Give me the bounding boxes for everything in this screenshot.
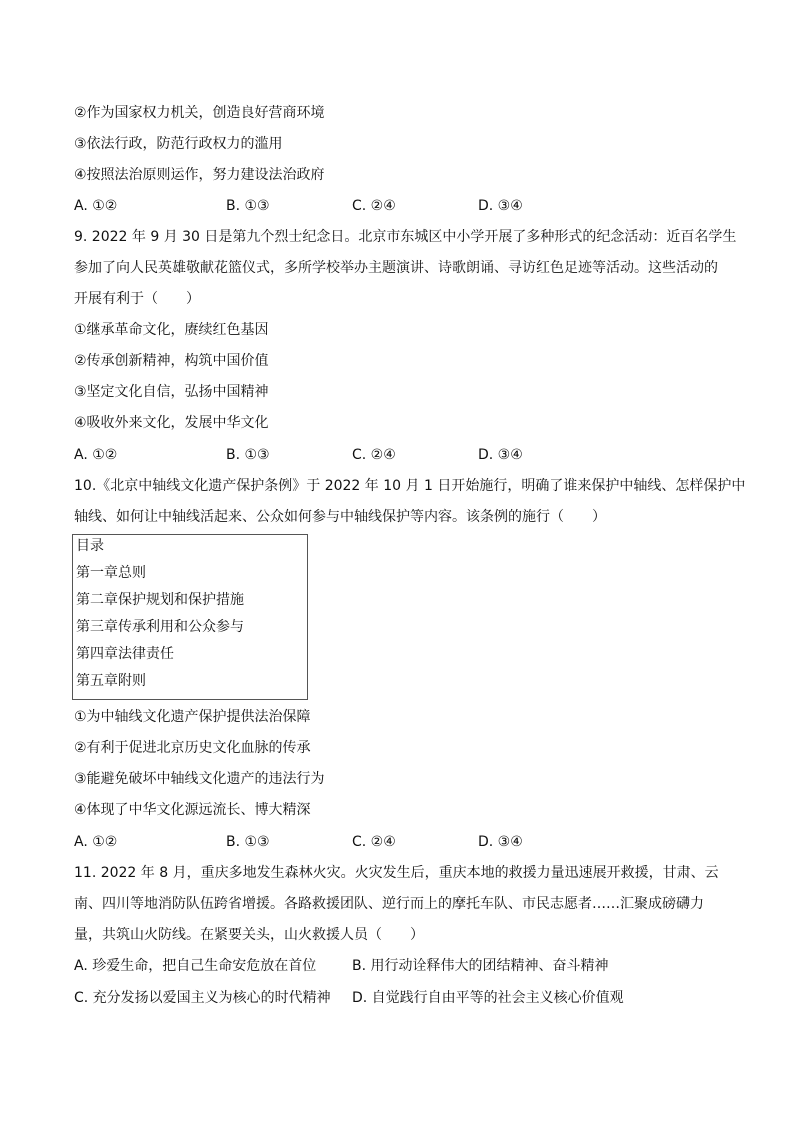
q9-option-c: C. ②④ <box>352 447 396 463</box>
q9-stem-line-3: 开展有利于（ ） <box>74 291 200 307</box>
q8-statement-4: ④按照法治原则运作，努力建设法治政府 <box>74 167 325 183</box>
regulation-table-of-contents <box>72 534 308 700</box>
q11-option-c: C. 充分发扬以爱国主义为核心的时代精神 <box>74 990 331 1006</box>
q11-option-b: B. 用行动诠释伟大的团结精神、奋斗精神 <box>352 958 609 974</box>
q8-statement-2: ②作为国家权力机关，创造良好营商环境 <box>74 105 325 121</box>
q9-option-b: B. ①③ <box>226 447 270 463</box>
q10-stem-line-2: 轴线、如何让中轴线活起来、公众如何参与中轴线保护等内容。该条例的施行（ ） <box>74 509 606 525</box>
q10-statement-4: ④体现了中华文化源远流长、博大精深 <box>74 802 311 818</box>
q11-stem-line-1: 11. 2022 年 8 月，重庆多地发生森林火灾。火灾发生后，重庆本地的救援力量迅速展开救援，甘肃、云 <box>74 865 719 881</box>
q9-stem-line-1: 9. 2022 年 9 月 30 日是第九个烈士纪念日。北京市东城区中小学开展了多种形式的纪念活动：近百名学生 <box>74 229 737 245</box>
q10-statement-3: ③能避免破坏中轴线文化遗产的违法行为 <box>74 771 325 787</box>
toc-chapter-5: 第五章附则 <box>76 673 146 689</box>
q8-option-b: B. ①③ <box>226 198 270 214</box>
q8-statement-3: ③依法行政，防范行政权力的滥用 <box>74 136 283 152</box>
q11-stem-line-3: 量，共筑山火防线。在紧要关头，山火救援人员（ ） <box>74 927 424 943</box>
q10-option-d: D. ③④ <box>478 834 523 850</box>
q10-option-a: A. ①② <box>74 834 118 850</box>
q10-stem-line-1: 10.《北京中轴线文化遗产保护条例》于 2022 年 10 月 1 日开始施行，明确了谁来保护中轴线、怎样保护中 <box>74 478 746 494</box>
toc-chapter-2: 第二章保护规划和保护措施 <box>76 592 244 608</box>
q8-option-a: A. ①② <box>74 198 118 214</box>
toc-chapter-4: 第四章法律责任 <box>76 646 174 662</box>
q8-option-d: D. ③④ <box>478 198 523 214</box>
toc-chapter-3: 第三章传承利用和公众参与 <box>76 619 244 635</box>
q10-option-c: C. ②④ <box>352 834 396 850</box>
q11-option-a: A. 珍爱生命，把自己生命安危放在首位 <box>74 958 317 974</box>
q10-option-b: B. ①③ <box>226 834 270 850</box>
q9-statement-2: ②传承创新精神，构筑中国价值 <box>74 353 269 369</box>
q9-statement-4: ④吸收外来文化，发展中华文化 <box>74 415 269 431</box>
q11-option-d: D. 自觉践行自由平等的社会主义核心价值观 <box>352 990 624 1006</box>
q11-stem-line-2: 南、四川等地消防队伍跨省增援。各路救援团队、逆行而上的摩托车队、市民志愿者……汇聚成磅礴力 <box>74 896 704 912</box>
q10-statement-1: ①为中轴线文化遗产保护提供法治保障 <box>74 709 311 725</box>
toc-chapter-1: 第一章总则 <box>76 565 146 581</box>
q9-option-d: D. ③④ <box>478 447 523 463</box>
q9-option-a: A. ①② <box>74 447 118 463</box>
q10-statement-2: ②有利于促进北京历史文化血脉的传承 <box>74 740 311 756</box>
q9-stem-line-2: 参加了向人民英雄敬献花篮仪式，多所学校举办主题演讲、诗歌朗诵、寻访红色足迹等活动。这些活动的 <box>74 260 718 276</box>
q8-option-c: C. ②④ <box>352 198 396 214</box>
q9-statement-1: ①继承革命文化，赓续红色基因 <box>74 322 269 338</box>
q9-statement-3: ③坚定文化自信，弘扬中国精神 <box>74 384 269 400</box>
toc-heading: 目录 <box>76 538 104 554</box>
